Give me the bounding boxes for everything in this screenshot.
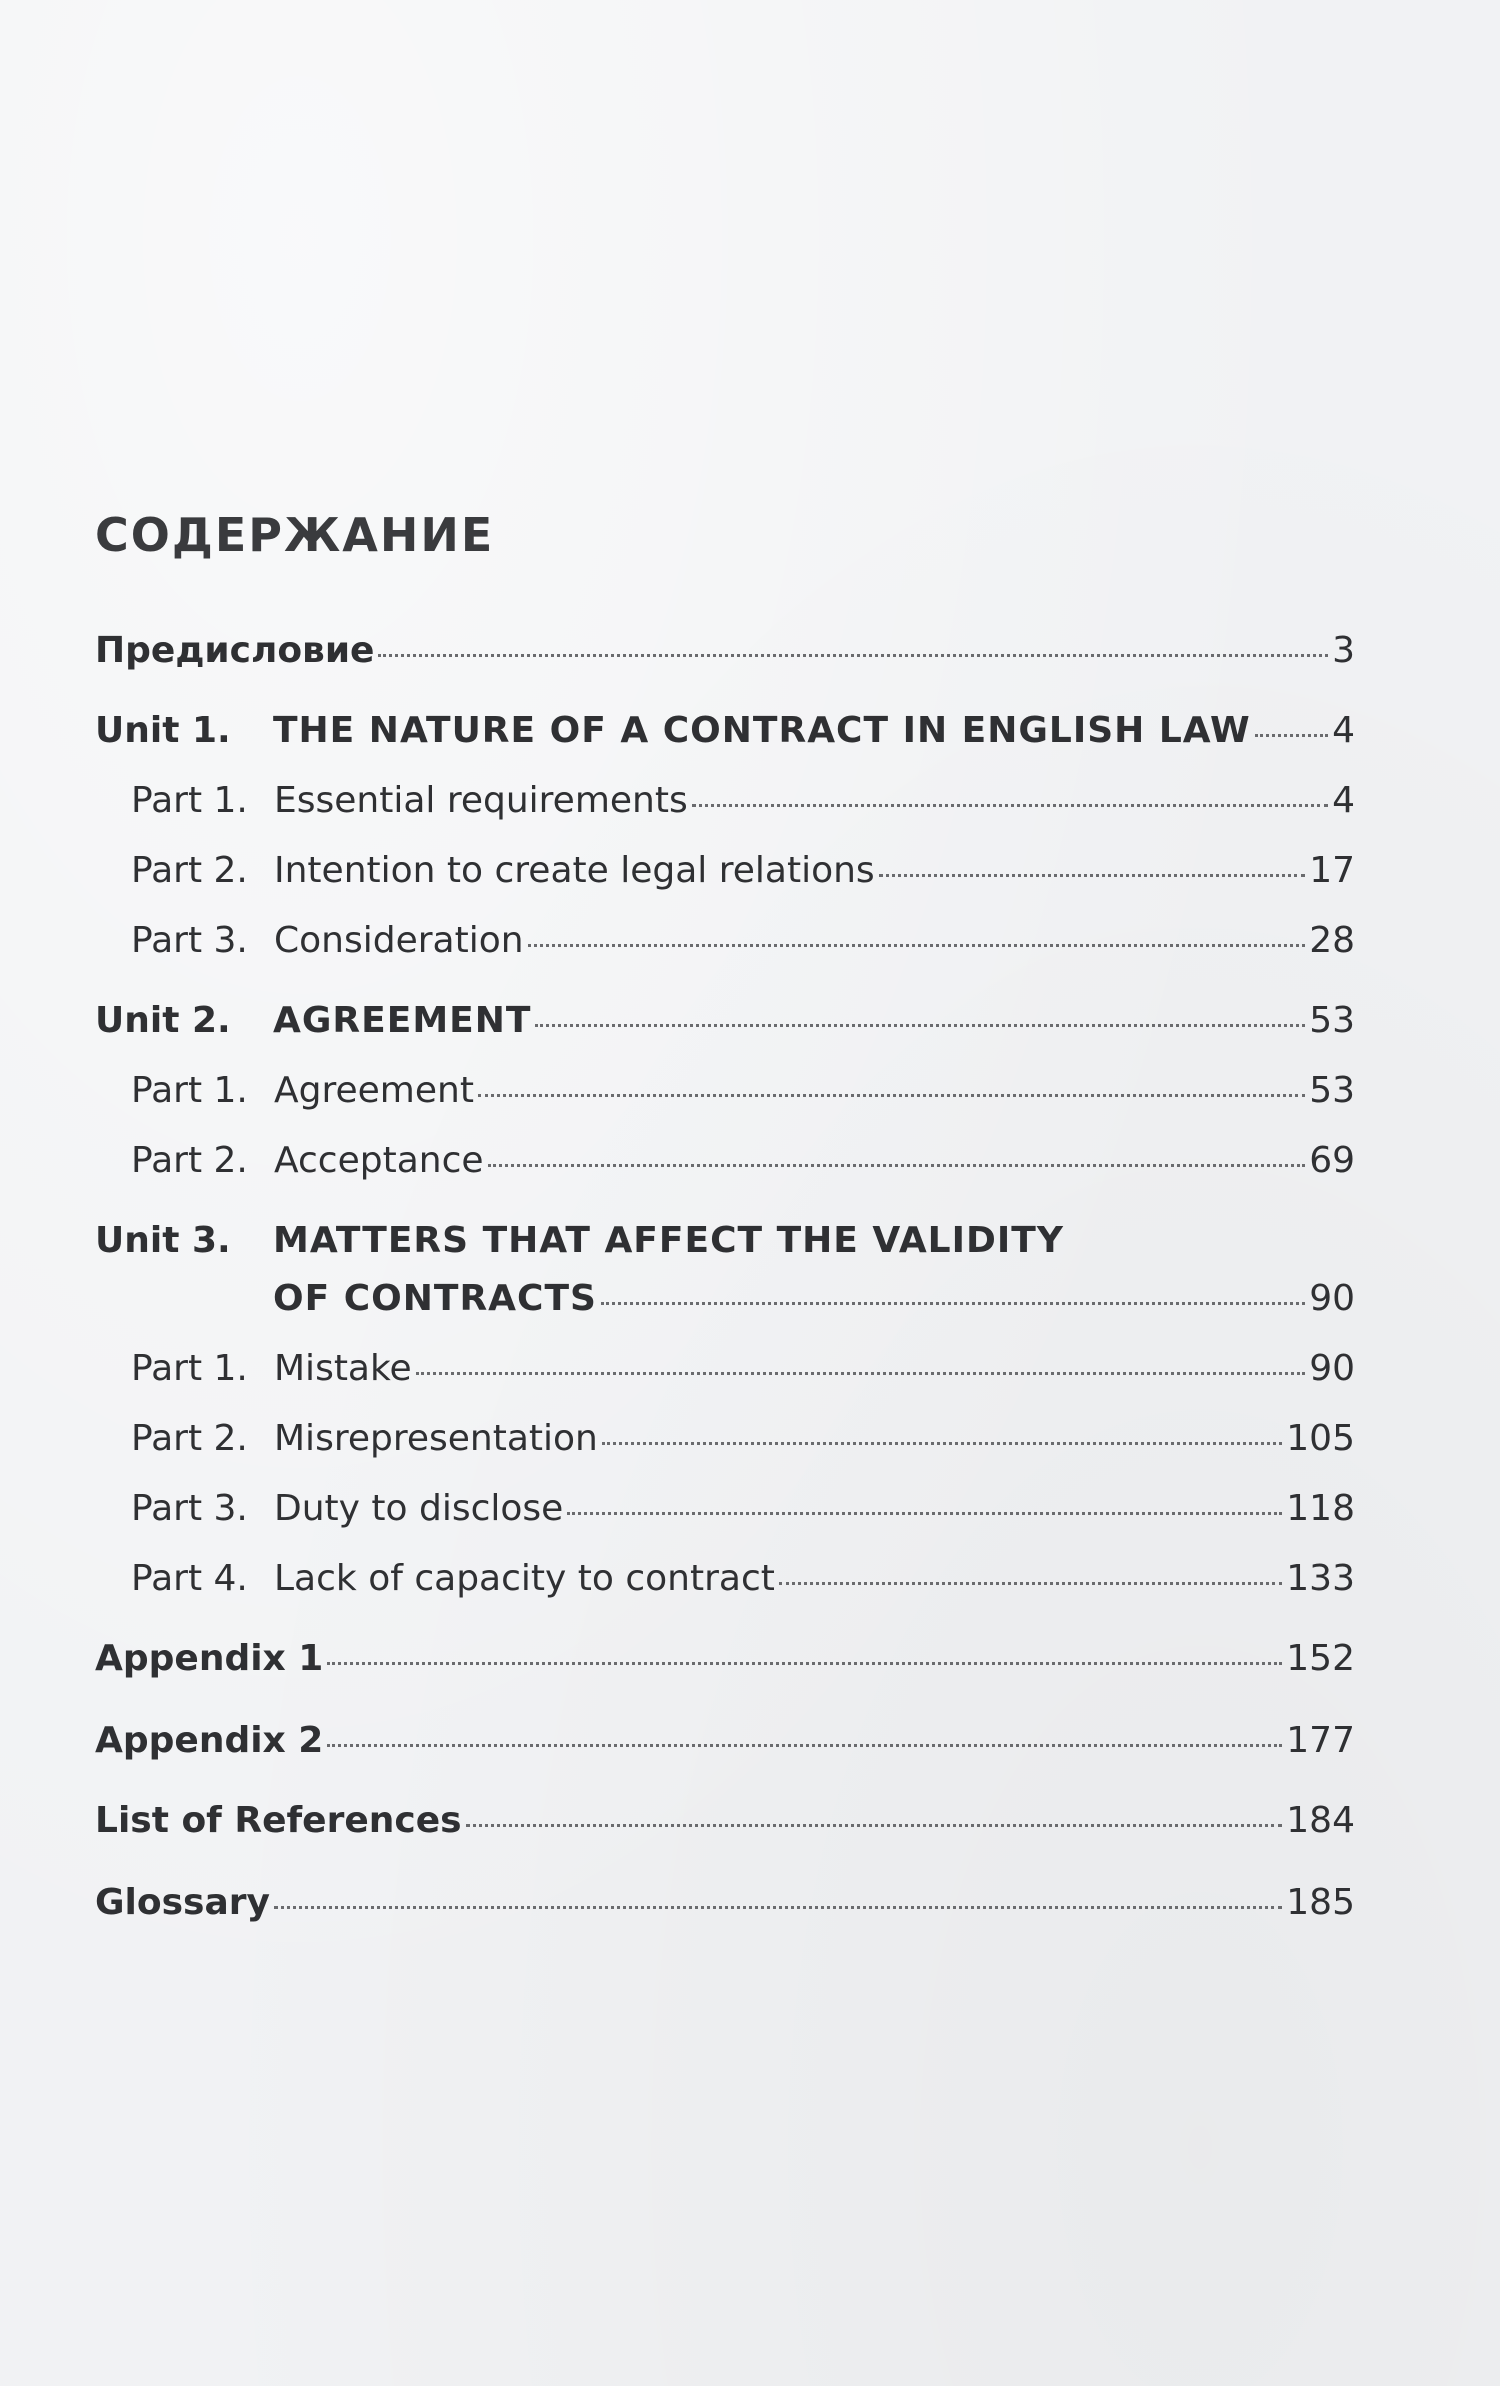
dot-leader	[779, 1581, 1282, 1585]
toc-entry-unit-3-part-2[interactable]	[95, 1418, 1355, 1474]
dot-leader	[602, 1441, 1282, 1445]
toc-entry-label: OF CONTRACTS	[273, 1278, 597, 1319]
part-number: Part 4.	[131, 1558, 248, 1599]
toc-entry-unit-3-part-4[interactable]	[95, 1558, 1355, 1614]
dot-leader	[567, 1511, 1282, 1515]
toc-entry-label: Intention to create legal relations	[274, 850, 875, 891]
toc-entry-unit-1-part-1[interactable]	[95, 780, 1355, 836]
part-number: Part 1.	[131, 1070, 248, 1111]
toc-entry-unit-2[interactable]	[95, 1000, 1355, 1056]
toc-entry-unit-3[interactable]	[95, 1278, 1355, 1334]
toc-page-number: 118	[1286, 1488, 1355, 1529]
toc-entry-unit-1-part-3[interactable]	[95, 920, 1355, 976]
toc-entry-unit-2-part-2[interactable]	[95, 1140, 1355, 1196]
toc-entry-unit-1[interactable]	[95, 710, 1355, 766]
dot-leader	[274, 1905, 1282, 1909]
toc-page-number: 53	[1309, 1000, 1355, 1041]
part-number: Part 3.	[131, 1488, 248, 1529]
toc-entry-label: THE NATURE OF A CONTRACT IN ENGLISH LAW	[273, 710, 1251, 751]
toc-entry-label: Duty to disclose	[274, 1488, 564, 1529]
dot-leader	[327, 1661, 1282, 1665]
toc-entry-unit-1-part-2[interactable]	[95, 850, 1355, 906]
dot-leader	[528, 943, 1306, 947]
part-number: Part 2.	[131, 1140, 248, 1181]
toc-page-number: 177	[1286, 1720, 1355, 1761]
toc-entry-glossary[interactable]	[95, 1882, 1355, 1938]
toc-entry-label: Essential requirements	[274, 780, 688, 821]
dot-leader	[488, 1163, 1306, 1167]
page-title: СОДЕРЖАНИЕ	[95, 508, 495, 562]
toc-entry-unit-3-part-1[interactable]	[95, 1348, 1355, 1404]
toc-entry-label: Acceptance	[274, 1140, 484, 1181]
toc-entry-unit-2-part-1[interactable]	[95, 1070, 1355, 1126]
toc-entry-appendix-2[interactable]	[95, 1720, 1355, 1776]
toc-page-number: 90	[1309, 1348, 1355, 1389]
toc-entry-label: Consideration	[274, 920, 524, 961]
dot-leader	[478, 1093, 1305, 1097]
dot-leader	[1255, 733, 1328, 737]
toc-entry-label: Agreement	[274, 1070, 474, 1111]
dot-leader	[327, 1743, 1282, 1747]
toc-entry-unit-3-part-3[interactable]	[95, 1488, 1355, 1544]
toc-page-number: 133	[1286, 1558, 1355, 1599]
dot-leader	[466, 1823, 1283, 1827]
toc-page-number: 3	[1332, 630, 1355, 671]
toc-page-number: 4	[1332, 710, 1355, 751]
unit-number: Unit 2.	[95, 1000, 231, 1041]
toc-page-number: 90	[1309, 1278, 1355, 1319]
toc-page-number: 152	[1286, 1638, 1355, 1679]
part-number: Part 1.	[131, 1348, 248, 1389]
toc-page-number: 184	[1286, 1800, 1355, 1841]
toc-page-number: 4	[1332, 780, 1355, 821]
toc-page-number: 28	[1309, 920, 1355, 961]
dot-leader	[692, 803, 1328, 807]
toc-entry-label: Предисловие	[95, 630, 375, 671]
dot-leader	[416, 1371, 1305, 1375]
toc-entry-label: Appendix 2	[95, 1720, 324, 1761]
toc-entry-label: Misrepresentation	[274, 1418, 598, 1459]
toc-page-number: 69	[1309, 1140, 1355, 1181]
toc-page-number: 185	[1286, 1882, 1355, 1923]
toc-entry-label: Lack of capacity to contract	[274, 1558, 775, 1599]
toc-entry-label: AGREEMENT	[273, 1000, 532, 1041]
part-number: Part 3.	[131, 920, 248, 961]
toc-entry-label: Mistake	[274, 1348, 412, 1389]
toc-entry-appendix-1[interactable]	[95, 1638, 1355, 1694]
dot-leader	[378, 653, 1328, 657]
part-number: Part 1.	[131, 780, 248, 821]
dot-leader	[535, 1023, 1305, 1027]
toc-entry-label: List of References	[95, 1800, 462, 1841]
toc-entry-label: Appendix 1	[95, 1638, 324, 1679]
toc-entry-label: MATTERS THAT AFFECT THE VALIDITY	[273, 1220, 1064, 1261]
dot-leader	[601, 1301, 1305, 1305]
unit-number: Unit 1.	[95, 710, 231, 751]
toc-entry-references[interactable]	[95, 1800, 1355, 1856]
part-number: Part 2.	[131, 850, 248, 891]
toc-entry-unit-3-title-line-1[interactable]	[95, 1220, 1064, 1261]
part-number: Part 2.	[131, 1418, 248, 1459]
toc-entry-label: Glossary	[95, 1882, 270, 1923]
toc-page-number: 53	[1309, 1070, 1355, 1111]
toc-entry-preface[interactable]	[95, 630, 1355, 686]
toc-page-number: 17	[1309, 850, 1355, 891]
dot-leader	[879, 873, 1306, 877]
toc-page-number: 105	[1286, 1418, 1355, 1459]
unit-number: Unit 3.	[95, 1220, 231, 1261]
